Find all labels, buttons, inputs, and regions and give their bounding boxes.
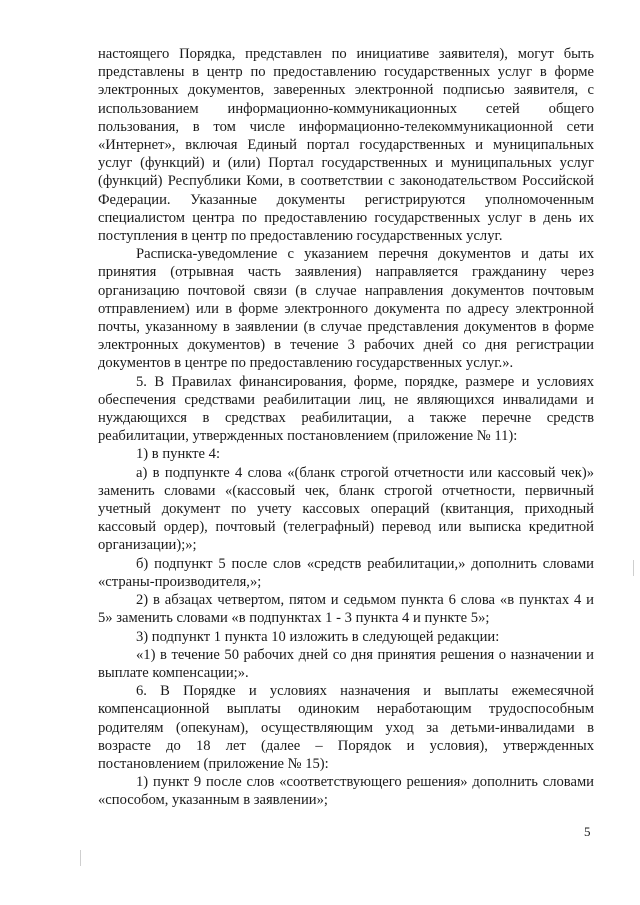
paragraph-11: 1) пункт 9 после слов «соответствующего решения» дополнить словами «способом, указанным в заявлении»; xyxy=(98,774,594,809)
paragraph-5: а) в подпункте 4 слова «(бланк строгой отчетности или кассовый чек)» заменить словами «(кассовый чек, бланк строгой отчетности, первичный учетный документ по учету кассовых операций (квитанция, приходный кассовый ордер), почтовый (телеграфный) перевод или выписка кредитной организации);»; xyxy=(98,464,594,554)
page-number: 5 xyxy=(584,824,591,839)
scan-mark xyxy=(633,560,634,576)
paragraph-7: 2) в абзацах четвертом, пятом и седьмом пункта 6 слова «в пунктах 4 и 5» заменить словами «в подпунктах 1 - 3 пункта 4 и пункте 5»; xyxy=(98,592,594,627)
paragraph-9: «1) в течение 50 рабочих дней со дня принятия решения о назначении и выплате компенсации;». xyxy=(98,646,594,681)
paragraph-8: 3) подпункт 1 пункта 10 изложить в следующей редакции: xyxy=(136,628,500,645)
paragraph-1: настоящего Порядка, представлен по инициативе заявителя), могут быть представлены в центр по предоставлению государственных услуг в форме электронных документов, заверенных электронной подписью заявителя, с использованием информационно-коммуникационных сетей общего пользования, в том числе информационно-телекоммуникационной сети «Интернет», включая Единый портал государственных и муниципальных услуг (функций) и (или) Портал государственных и муниципальных услуг (функций) Республики Коми, в соответствии с законодательством Российской Федерации. Указанные документы регистрируются уполномоченным специалистом центра по предоставлению государственных услуг в день их поступления в центр по предоставлению государственных услуг. xyxy=(98,46,594,245)
paragraph-6: б) подпункт 5 после слов «средств реабилитации,» дополнить словами «страны-производителя,»; xyxy=(98,555,594,590)
body-text xyxy=(98,45,594,810)
paragraph-4: 1) в пункте 4: xyxy=(136,446,221,463)
paragraph-10: 6. В Порядке и условиях назначения и выплаты ежемесячной компенсационной выплаты одиноким неработающим трудоспособным родителям (опекунам), осуществляющим уход за детьми-инвалидами в возрасте до 18 лет (далее – Порядок и условия), утвержденных постановлением (приложение № 15): xyxy=(98,683,594,772)
scan-mark xyxy=(80,850,81,866)
paragraph-2: Расписка-уведомление с указанием перечня документов и даты их принятия (отрывная часть заявления) направляется гражданину через организацию почтовой связи (в случае направления документов почтовым отправлением) или в форме электронного документа по адресу электронной почты, указанному в заявлении (в случае представления документов в форме электронных документов) в течение 3 рабочих дней со дня регистрации документов в центре по предоставлению государственных услуг.». xyxy=(98,246,594,372)
paragraph-3: 5. В Правилах финансирования, форме, порядке, размере и условиях обеспечения средствами реабилитации лиц, не являющихся инвалидами и нуждающихся в средствах реабилитации, а также перечне средств реабилитации, утвержденных постановлением (приложение № 11): xyxy=(98,373,594,445)
